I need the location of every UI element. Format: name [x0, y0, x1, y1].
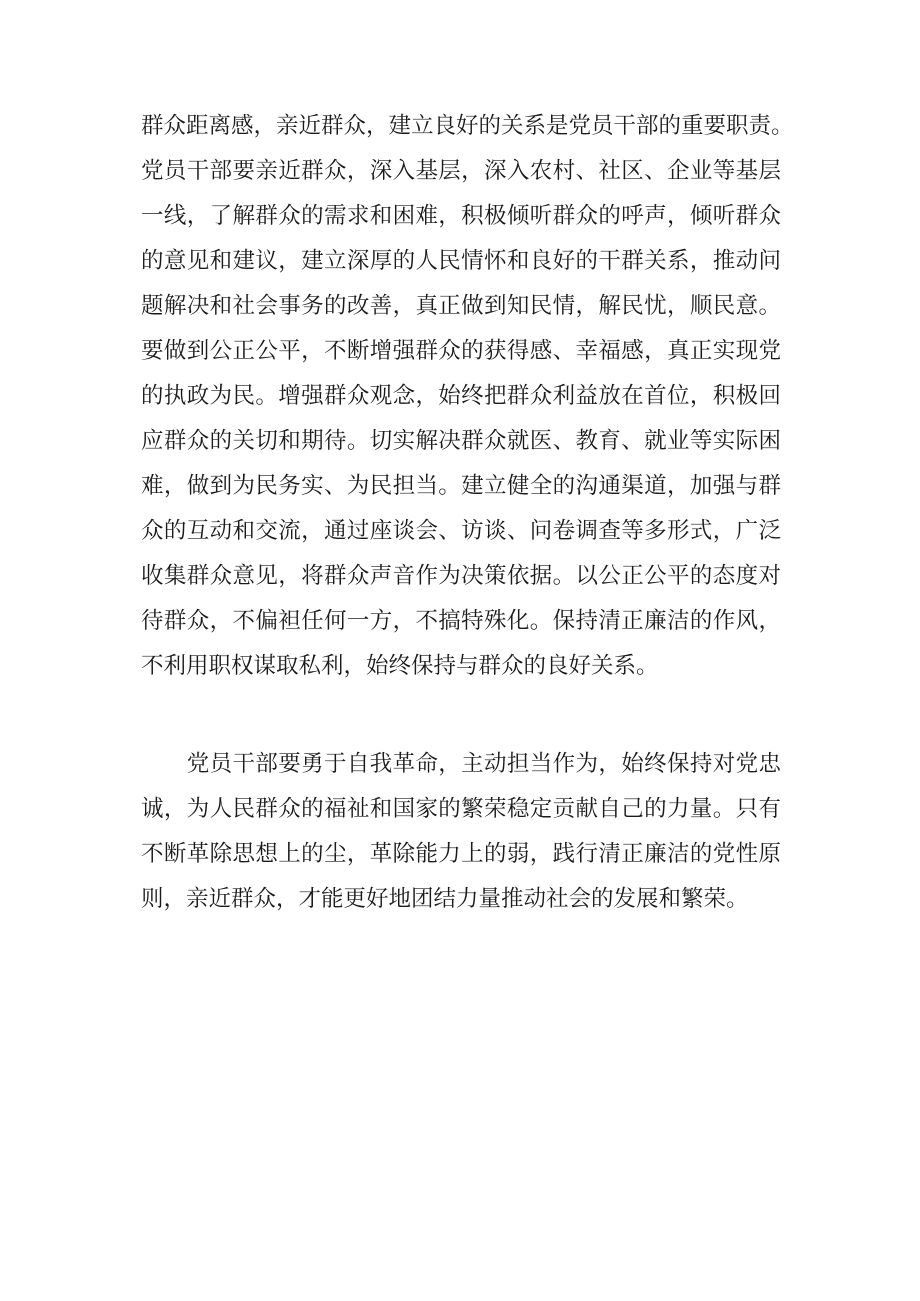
paragraph-line: 应群众的关切和期待。切实解决群众就医、教育、就业等实际困	[141, 428, 781, 454]
paragraph-line: 诚，为人民群众的福祉和国家的繁荣稳定贡献自己的力量。只有	[141, 796, 781, 822]
paragraph-line: 题解决和社会事务的改善，真正做到知民情，解民忧，顺民意。	[141, 293, 781, 319]
paragraph-line: 众的互动和交流，通过座谈会、访谈、问卷调查等多形式，广泛	[141, 518, 781, 544]
paragraph-line: 党员干部要亲近群众，深入基层，深入农村、社区、企业等基层	[141, 158, 781, 184]
paragraph-line: 难，做到为民务实、为民担当。建立健全的沟通渠道，加强与群	[141, 473, 781, 499]
paragraph-line: 则，亲近群众，才能更好地团结力量推动社会的发展和繁荣。	[141, 886, 749, 912]
paragraph-line: 不断革除思想上的尘，革除能力上的弱，践行清正廉洁的党性原	[141, 841, 781, 867]
paragraph-line: 要做到公正公平，不断增强群众的获得感、幸福感，真正实现党	[141, 338, 781, 364]
paragraph-1	[141, 104, 794, 689]
paragraph-line: 不利用职权谋取私利，始终保持与群众的良好关系。	[141, 653, 659, 679]
paragraph-line: 群众距离感，亲近群众，建立良好的关系是党员干部的重要职责。	[141, 113, 794, 139]
paragraph-line: 的意见和建议，建立深厚的人民情怀和良好的干群关系，推动问	[141, 248, 781, 274]
paragraph-2	[141, 742, 781, 922]
paragraph-line: 党员干部要勇于自我革命，主动担当作为，始终保持对党忠	[141, 751, 781, 777]
paragraph-line: 的执政为民。增强群众观念，始终把群众利益放在首位，积极回	[141, 383, 781, 409]
paragraph-line: 收集群众意见，将群众声音作为决策依据。以公正公平的态度对	[141, 563, 781, 589]
paragraph-line: 一线，了解群众的需求和困难，积极倾听群众的呼声，倾听群众	[141, 203, 781, 229]
paragraph-line: 待群众，不偏袒任何一方，不搞特殊化。保持清正廉洁的作风，	[141, 608, 781, 634]
